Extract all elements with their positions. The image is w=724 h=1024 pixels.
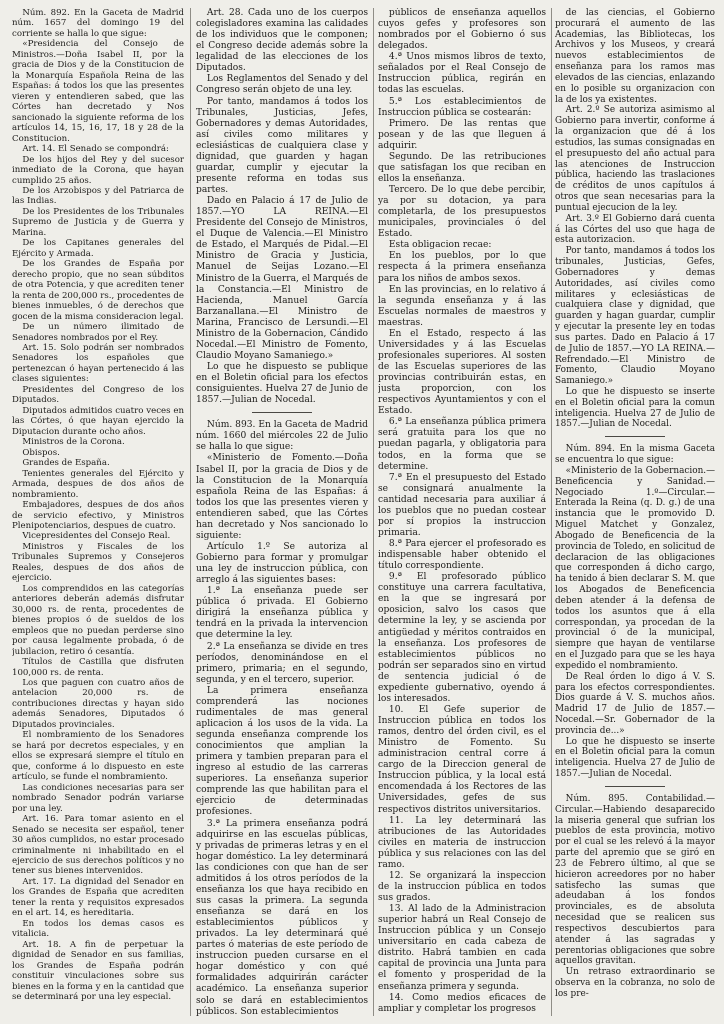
article-paragraph: 11. La ley determinará las atribuciones de las Autoridades civiles en materia de instruccion pública y sus relaciones con las del ramo. xyxy=(378,815,546,870)
article-paragraph: Núm. 894. En la misma Gaceta se encuentra lo que sigue: xyxy=(555,444,715,466)
article-paragraph: Por tanto, mandamos á todos los tribunales, Justicias, Gefes, Gobernadores y demas Autoridades, así civiles como militares y eclesiásticas de cualquiera clase y dignidad, que guarden y hagan guardar, cumplir y ejecutar la presente ley en todas sus partes. Dado en Palacio á 17 de Julio de 1857.—YO LA REINA.—Refrendado.—El Ministro de Fomento, Claudio Moyano Samaniego.» xyxy=(555,246,715,387)
article-paragraph: De los Arzobispos y del Patriarca de las Indias. xyxy=(12,185,184,207)
section-divider xyxy=(252,412,312,413)
article-paragraph: Embajadores, despues de dos años de servicio efectivo, y Ministros Plenipotenciarios, despues de cuatro. xyxy=(12,500,184,531)
article-paragraph: 1.ª La enseñanza puede ser pública ó privada. El Gobierno dirigirá la enseñanza pública y tendrá en la privada la intervencion que determine la ley. xyxy=(196,586,368,641)
article-paragraph: 10. El Gefe superior de Instruccion pública en todos los ramos, dentro del órden civil, es el Ministro de Fomento. Su administracion central corre á cargo de la Direccion general de Instruccion pública, y la local está encomendada á los Rectores de las Universidades, gefes de sus respectivos distritos universitarios. xyxy=(378,704,546,815)
article-paragraph: 7.ª En el presupuesto del Estado se consignará anualmente la cantidad necesaria para auxiliar á los pueblos que no puedan costear por sí propios la instruccion primaria. xyxy=(378,472,546,538)
article-paragraph: 4.ª Unos mismos libros de texto, señalados por el Real Consejo de Instruccion pública, regirán en todas las escuelas. xyxy=(378,52,546,96)
article-paragraph: 13. Al lado de la Administracion superior habrá un Real Consejo de Instruccion pública y un Consejo universitario en cada cabeza de distrito. Habrá tambien en cada capital de provincia una Junta para el fomento y prosperidad de la enseñanza primera y segunda. xyxy=(378,904,546,992)
column-rule xyxy=(373,8,374,1016)
article-paragraph: Primero. De las rentas que posean y de las que lleguen á adquirir. xyxy=(378,118,546,151)
article-paragraph: Los que paguen con cuatro años de antelacion 20,000 rs. de contribuciones directas y hayan sido además Senadores, Diputados ó Diputados provinciales. xyxy=(12,678,184,730)
article-paragraph: 8.ª Para ejercer el profesorado es indispensable haber obtenido el título correspondiente. xyxy=(378,539,546,572)
article-paragraph: Grandes de España. xyxy=(22,458,110,469)
article-paragraph: Los Reglamentos del Senado y del Congreso serán objeto de una ley. xyxy=(196,74,368,96)
article-paragraph: La primera enseñanza comprenderá las nociones rudimentales de mas general aplicacion á los usos de la vida. La segunda enseñanza comprende los conocimientos que amplian la primera y tambien preparan para el ingreso al estudio de las carreras superiores. La enseñanza superior comprende las que habilitan para el ejercicio de determinadas profesiones. xyxy=(196,685,368,818)
article-paragraph: Dado en Palacio á 17 de Julio de 1857.—YO LA REINA.—El Presidente del Consejo de Ministros, el Duque de Valencia.—El Ministro de Estado, el Marqués de Pidal.—El Ministro de Gracia y Justicia, Manuel de Seijas Lozano.—El Ministro de la Guerra, el Marqués de la Constancia.—El Ministro de Hacienda, Manuel García Barzanallana.—El Ministro de Marina, Francisco de Lersundi.—El Ministro de la Gobernacion, Cándido Nocedal.—El Ministro de Fomento, Claudio Moyano Samaniego.» xyxy=(196,196,368,361)
text-column-4 xyxy=(555,8,715,1018)
article-paragraph: De los hijos del Rey y del sucesor inmediato de la Corona, que hayan cumplido 25 años. xyxy=(12,154,184,186)
article-paragraph: Núm. 892. En la Gaceta de Madrid núm. 1657 del domingo 19 del corriente se halla lo que sigue: xyxy=(12,8,184,39)
article-paragraph: Art. 17. La dignidad del Senador en los Grandes de España que acrediten tener la renta y requisitos expresados en el art. 14, es hereditaria. xyxy=(12,876,184,919)
article-paragraph: Obispos. xyxy=(22,447,60,458)
article-paragraph: Esta obligacion recae: xyxy=(388,240,492,251)
article-paragraph: Las condiciones necesarias para ser nombrado Senador podrán variarse por una ley. xyxy=(12,782,184,814)
article-paragraph: De un número ilimitado de Senadores nombrados por el Rey. xyxy=(12,322,184,343)
article-paragraph: Tercero. De lo que debe percibir, ya por su dotacion, ya para completarla, de los presupuestos municipales, provinciales ó del Estado. xyxy=(378,185,546,240)
article-paragraph: Art. 3.º El Gobierno dará cuenta á las Córtes del uso que haga de esta autorizacion. xyxy=(555,213,715,246)
article-paragraph: En los pueblos, por lo que respecta á la primera enseñanza para los niños de ambos sexos. xyxy=(378,251,546,284)
text-column-1 xyxy=(12,8,184,1018)
column-rule xyxy=(551,8,552,1016)
article-paragraph: Un retraso extraordinario se observa en la cobranza, no solo de los pre- xyxy=(555,967,715,999)
article-paragraph: Art. 18. A fin de perpetuar la dignidad de Senador en sus familias, los Grandes de España podrán constituir vinculaciones sobre sus bienes en la forma y en la cantidad que se determinará por una ley especial. xyxy=(12,939,184,1003)
article-paragraph: Art. 15. Solo podrán ser nombrados Senadores los españoles que pertenezcan ó hayan pertenecido á las clases siguientes: xyxy=(12,343,184,385)
article-paragraph: Art. 2.º Se autoriza asimismo al Gobierno para invertir, conforme á la organizacion que dé á los estudios, las sumas consignadas en el presupuesto del año actual para las atenciones de Instruccion pública, haciendo las traslaciones de créditos de unos capítulos á otros que sean necesarias para la puntual ejecucion de la ley. xyxy=(555,105,715,213)
article-paragraph: de las ciencias, el Gobierno procurará el aumento de las Academias, las Bibliotecas, los Archivos y los Museos, y creará nuevos establecimientos de enseñanza para los ramos mas elevados de las ciencias, enlazando en lo posible su organizacion con la de los ya existentes. xyxy=(555,8,715,105)
article-paragraph: De los Presidentes de los Tribunales Supremo de Justicia y de Guerra y Marina. xyxy=(12,206,184,238)
article-paragraph: Art. 28. Cada uno de los cuerpos colegisladores examina las calidades de los individuos que le componen; el Congreso decide además sobre la legalidad de las elecciones de los Diputados. xyxy=(196,8,368,74)
section-divider xyxy=(605,786,665,787)
article-paragraph: Lo que he dispuesto se publique en el Boletin oficial para los efectos consiguientes. Huelva 27 de Junio de 1857.—Julian de Nocedal. xyxy=(196,362,368,406)
article-paragraph: públicos de enseñanza aquellos cuyos gefes y profesores son nombrados por el Gobierno ó sus delegados. xyxy=(378,8,546,52)
article-paragraph: De los Grandes de España por derecho propio, que no sean súbditos de otra Potencia, y que acrediten tener la renta de 200,000 rs., procedentes de bienes inmuebles, ó de derechos que gocen de la misma consideracion legal. xyxy=(12,259,184,322)
article-paragraph: En las provincias, en lo relativo á la segunda enseñanza y á las Escuelas normales de maestros y maestras. xyxy=(378,284,546,328)
article-paragraph: 14. Como medios eficaces de ampliar y completar los progresos xyxy=(378,992,546,1014)
article-paragraph: Segundo. De las retribuciones que satisfagan los que reciban en ellos la enseñanza. xyxy=(378,151,546,184)
article-paragraph: Art. 14. El Senado se compondrá: xyxy=(22,144,169,155)
section-divider xyxy=(605,436,665,437)
article-paragraph: Artículo 1.º Se autoriza al Gobierno para formar y promulgar una ley de instruccion pública, con arreglo á las siguientes bases: xyxy=(196,541,368,586)
article-paragraph: 3.ª La primera enseñanza podrá adquirirse en las escuelas públicas, y privadas de primeras letras y en el hogar doméstico. La ley determinará las condiciones con que han de ser admitidos á los otros períodos de la enseñanza los que haya recibido en sus casas la primera. La segunda enseñanza se dará en los establecimientos públicos y privados. La ley determinará qué partes ó materias de este período de instruccion pueden cursarse en el hogar doméstico y con qué formalidades adquirirán carácter académico. La enseñanza superior solo se dará en establecimientos públicos. Son establecimientos xyxy=(196,818,368,1017)
article-paragraph: «Presidencia del Consejo de Ministros.—Doña Isabel II, por la gracia de Dios y de la Constitucion de la Monarquía Española Reina de las Españas: á todos los que las presentes vieren y entendieren sabed, que las Córtes han decretado y Nos sancionado la siguiente reforma de los artículos 14, 15, 16, 17, 18 y 28 de la Constitucion. xyxy=(12,39,184,144)
article-paragraph: Tenientes generales del Ejército y Armada, despues de dos años de nombramiento. xyxy=(12,468,184,500)
article-paragraph: De los Capitanes generales del Ejército y Armada. xyxy=(12,238,184,259)
text-column-2 xyxy=(196,8,368,1018)
article-paragraph: Por tanto, mandamos á todos los Tribunales, Justicias, Jefes, Gobernadores y demas Autoridades, así civiles como militares y eclesiásticas de cualquiera clase y dignidad, que guarden y hagan guardar, cumplir y ejecutar la presente reforma en todas sus partes. xyxy=(196,96,368,195)
article-paragraph: Presidentes del Congreso de los Diputados. xyxy=(12,384,184,406)
article-paragraph: Núm. 895. Contabilidad.—Circular.—Habiendo desaparecido la miseria general que sufrian los pueblos de esta provincia, motivo por el cual se les relevó á la mayor parte del apremio que se giró en 23 de Febrero último, al que se hicieron acreedores por no haber satisfecho las sumas que adeudaban á los fondos provinciales, es de absoluta necesidad que se realicen sus respectivos descubiertos para atender á las sagradas y perentorias obligaciones que sobre aquellos gravitan. xyxy=(555,793,715,967)
article-paragraph: «Ministerio de la Gobernacion.—Beneficencia y Sanidad.—Negociado 1.º—Circular.—Enterada la Reina (q. D. g.) de una instancia que le promovido D. Miguel Matchet y Gonzalez, Abogado de Beneficencia de la provincia de Toledo, en solicitud de declaracion de las obligaciones que corresponden á dicho cargo, ha tenido á bien declarar S. M. que los Abogados de Beneficencia deben atender á la defensa de todos los asuntos que á ella correspondan, ya procedan de la provincial ó de la municipal, siempre que hayan de ventilarse en el Juzgado para que se les haya expedido el nombramiento. xyxy=(555,465,715,671)
article-paragraph: Ministros de la Corona. xyxy=(22,437,125,448)
article-paragraph: Vicepresidentes del Consejo Real. xyxy=(22,531,171,542)
article-paragraph: 2.ª La enseñanza se divide en tres períodos, denominándose en el primero, primaria; en el segundo, segunda, y en el tercero, superior. xyxy=(196,641,368,685)
article-paragraph: 5.ª Los establecimientos de Instruccion pública se costearán: xyxy=(378,96,546,118)
article-paragraph: Lo que he dispuesto se inserte en el Boletin oficial para la comun inteligencia. Huelva 27 de Julio de 1857.—Julian de Nocedal. xyxy=(555,386,715,430)
article-paragraph: Diputados admitidos cuatro veces en las Córtes, ó que hayan ejercido la Diputacion durante ocho años. xyxy=(12,405,184,437)
article-paragraph: Lo que he dispuesto se inserte en el Boletin oficial para la comun inteligencia. Huelva 27 de Julio de 1857.—Julian de Nocedal. xyxy=(555,736,715,780)
article-paragraph: 12. Se organizará la inspeccion de la instruccion pública en todos sus grados. xyxy=(378,870,546,903)
article-paragraph: Títulos de Castilla que disfruten 100,000 rs. de renta. xyxy=(12,657,184,678)
column-rule xyxy=(190,8,191,1016)
article-paragraph: Los comprendidos en las categorías anteriores deberán además disfrutar 30,000 rs. de renta, procedentes de bienes propios ó de sueldos de los empleos que no puedan perderse sino por causa legalmente probada, ó de jubilacion, retiro ó cesantía. xyxy=(12,583,184,657)
article-paragraph: Núm. 893. En la Gaceta de Madrid núm. 1660 del miércoles 22 de Julio se halla lo que sigue: xyxy=(196,420,368,453)
article-paragraph: «Ministerio de Fomento.—Doña Isabel II, por la gracia de Dios y de la Constitucion de la Monarquía española Reina de las Españas: á todos los que las presentes vieren y entendieren sabed, que las Córtes han decretado y Nos sancionado lo siguiente: xyxy=(196,453,368,541)
article-paragraph: En el Estado, respecto á las Universidades y á las Escuelas profesionales superiores. Al sosten de las Escuelas superiores de las provincias contribuirán estas, en justa proporcion, con los respectivos Ayuntamientos y con el Estado. xyxy=(378,328,546,417)
article-paragraph: De Real órden lo digo á V. S. para los efectos correspondientes. Dios guarde á V. S. muchos años. Madrid 17 de Julio de 1857.—Nocedal.—Sr. Gobernador de la provincia de...» xyxy=(555,671,715,736)
article-paragraph: 6.ª La enseñanza pública primera será gratuita para los que no puedan pagarla, y obligatoria para todos, en la forma que se determine. xyxy=(378,417,546,472)
article-paragraph: Art. 16. Para tomar asiento en el Senado se necesita ser español, tener 30 años cumplidos, no estar procesado criminalmente ni inhabilitado en el ejercicio de sus derechos políticos y no tener sus bienes intervenidos. xyxy=(12,814,184,877)
article-paragraph: En todos los demas casos es vitalicia. xyxy=(12,918,184,940)
article-paragraph: Ministros y Fiscales de los Tribunales Supremos y Consejeros Reales, despues de dos años de ejercicio. xyxy=(12,541,184,584)
text-column-3 xyxy=(378,8,546,1018)
article-paragraph: El nombramiento de los Senadores se hará por decretos especiales, y en ellos se expresará siempre el título en que, conforme á lo dispuesto en este artículo, se funde el nombramiento. xyxy=(12,730,184,783)
article-paragraph: 9.ª El profesorado público constituye una carrera facultativa, en la que se ingresará por oposicion, salvo los casos que determine la ley, y se ascienda por antigüedad y méritos contraidos en la enseñanza. Los profesores de establecimientos públicos no podrán ser separados sino en virtud de sentencia judicial ó de expediente gubernativo, oyendo á los interesados. xyxy=(378,572,546,704)
